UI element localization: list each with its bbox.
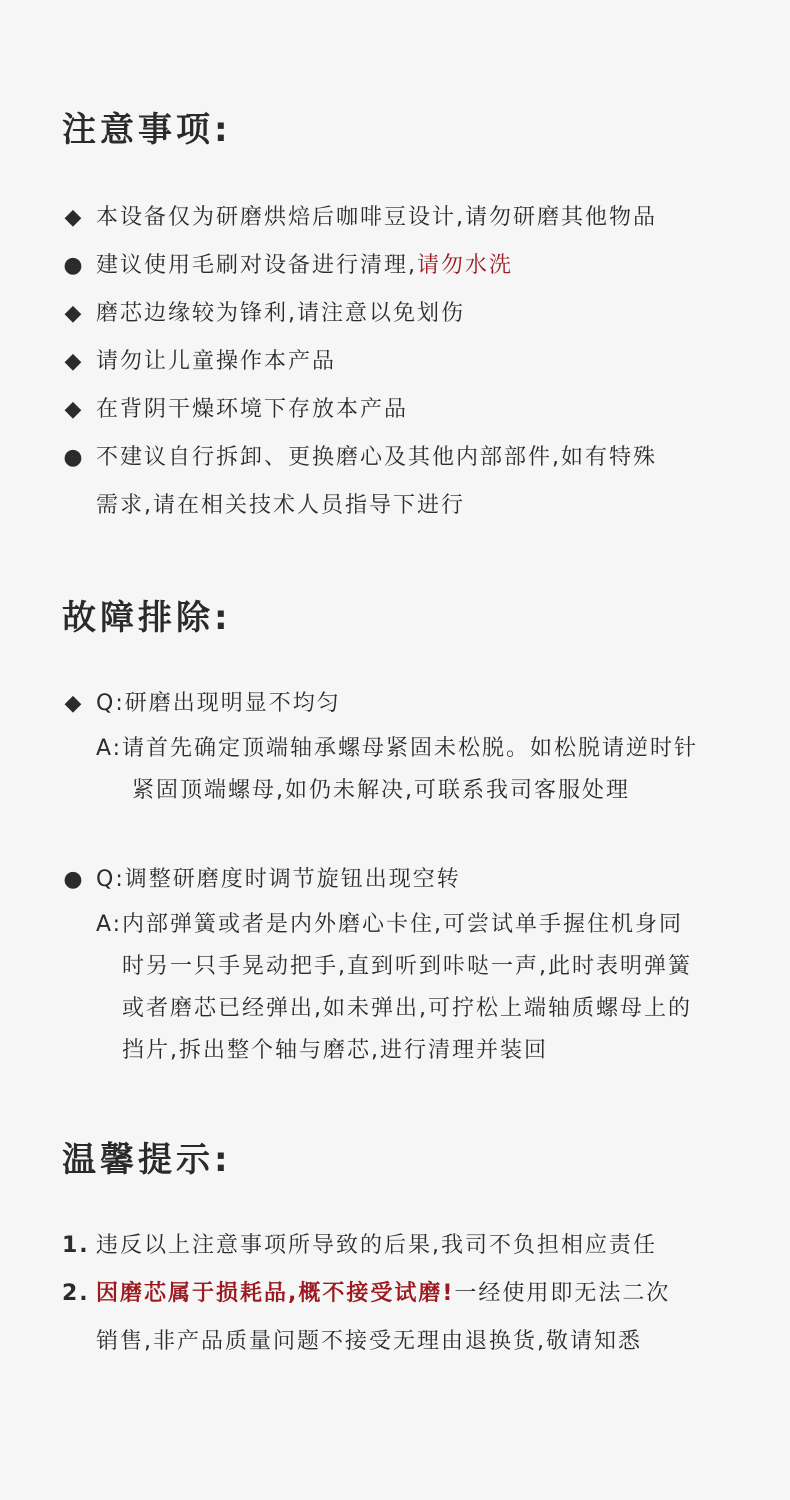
- tip-warning-text: 因磨芯属于损耗品,概不接受试磨!: [96, 1281, 455, 1306]
- notice-item: [62, 338, 750, 386]
- answer-line: 或者磨芯已经弹出,如未弹出,可拧松上端轴质螺母上的: [122, 996, 692, 1021]
- diamond-bullet-icon: ◆: [64, 205, 84, 230]
- circle-bullet-icon: ●: [63, 867, 85, 892]
- question-text: Q:研磨出现明显不均匀: [96, 691, 341, 716]
- tip-text: 违反以上注意事项所导致的后果,我司不负担相应责任: [96, 1233, 657, 1258]
- troubleshooting-section: [62, 598, 750, 1072]
- answer-line: 请首先确定顶端轴承螺母紧固未松脱。如松脱请逆时针: [122, 736, 699, 761]
- tip-text: 一经使用即无法二次: [454, 1281, 671, 1306]
- notice-item-text: 磨芯边缘较为锋利,请注意以免划伤: [96, 301, 465, 326]
- troubleshooting-heading: 故障排除:: [62, 598, 232, 638]
- answer-prefix: A:: [96, 736, 123, 761]
- diamond-bullet-icon: ◆: [64, 349, 84, 374]
- notice-item-text: 建议使用毛刷对设备进行清理,: [96, 253, 417, 278]
- tip-continuation: 销售,非产品质量问题不接受无理由退换货,敬请知悉: [96, 1329, 642, 1354]
- qa-block: [62, 680, 750, 812]
- diamond-bullet-icon: ◆: [64, 397, 84, 422]
- notice-item: [62, 290, 750, 338]
- answer-line: 挡片,拆出整个轴与磨芯,进行清理并装回: [122, 1038, 548, 1063]
- notice-warning-text: 请勿水洗: [417, 253, 514, 278]
- notice-item-text: 在背阴干燥环境下存放本产品: [96, 397, 409, 422]
- qa-block: [62, 856, 750, 1072]
- answer-row: [62, 728, 750, 812]
- answer-line: 时另一只手晃动把手,直到听到咔哒一声,此时表明弹簧: [122, 954, 692, 979]
- answer-prefix: A:: [96, 912, 123, 937]
- notice-heading: 注意事项:: [62, 110, 232, 150]
- notice-item-text: 不建议自行拆卸、更换磨心及其他内部部件,如有特殊: [96, 445, 657, 470]
- tips-section: [62, 1140, 750, 1366]
- notice-item: [62, 434, 750, 530]
- tip-item: [62, 1270, 750, 1366]
- circle-bullet-icon: ●: [63, 253, 85, 278]
- tip-item: [62, 1222, 750, 1270]
- notice-item-continuation: 需求,请在相关技术人员指导下进行: [96, 493, 465, 518]
- notice-item-text: 本设备仅为研磨烘焙后咖啡豆设计,请勿研磨其他物品: [96, 205, 657, 230]
- question-row: [62, 680, 750, 728]
- diamond-bullet-icon: ◆: [64, 691, 84, 716]
- notice-section: [62, 110, 750, 530]
- answer-line: 紧固顶端螺母,如仍未解决,可联系我司客服处理: [132, 778, 630, 803]
- tip-number: 2.: [62, 1281, 90, 1306]
- question-row: [62, 856, 750, 904]
- notice-item: [62, 194, 750, 242]
- diamond-bullet-icon: ◆: [64, 301, 84, 326]
- tips-heading: 温馨提示:: [62, 1140, 232, 1180]
- circle-bullet-icon: ●: [63, 445, 85, 470]
- answer-row: [62, 904, 750, 1072]
- answer-line: 内部弹簧或者是内外磨心卡住,可尝试单手握住机身同: [122, 912, 683, 937]
- notice-item: [62, 242, 750, 290]
- tip-number: 1.: [62, 1233, 90, 1258]
- notice-item-text: 请勿让儿童操作本产品: [96, 349, 337, 374]
- notice-item: [62, 386, 750, 434]
- question-text: Q:调整研磨度时调节旋钮出现空转: [96, 867, 461, 892]
